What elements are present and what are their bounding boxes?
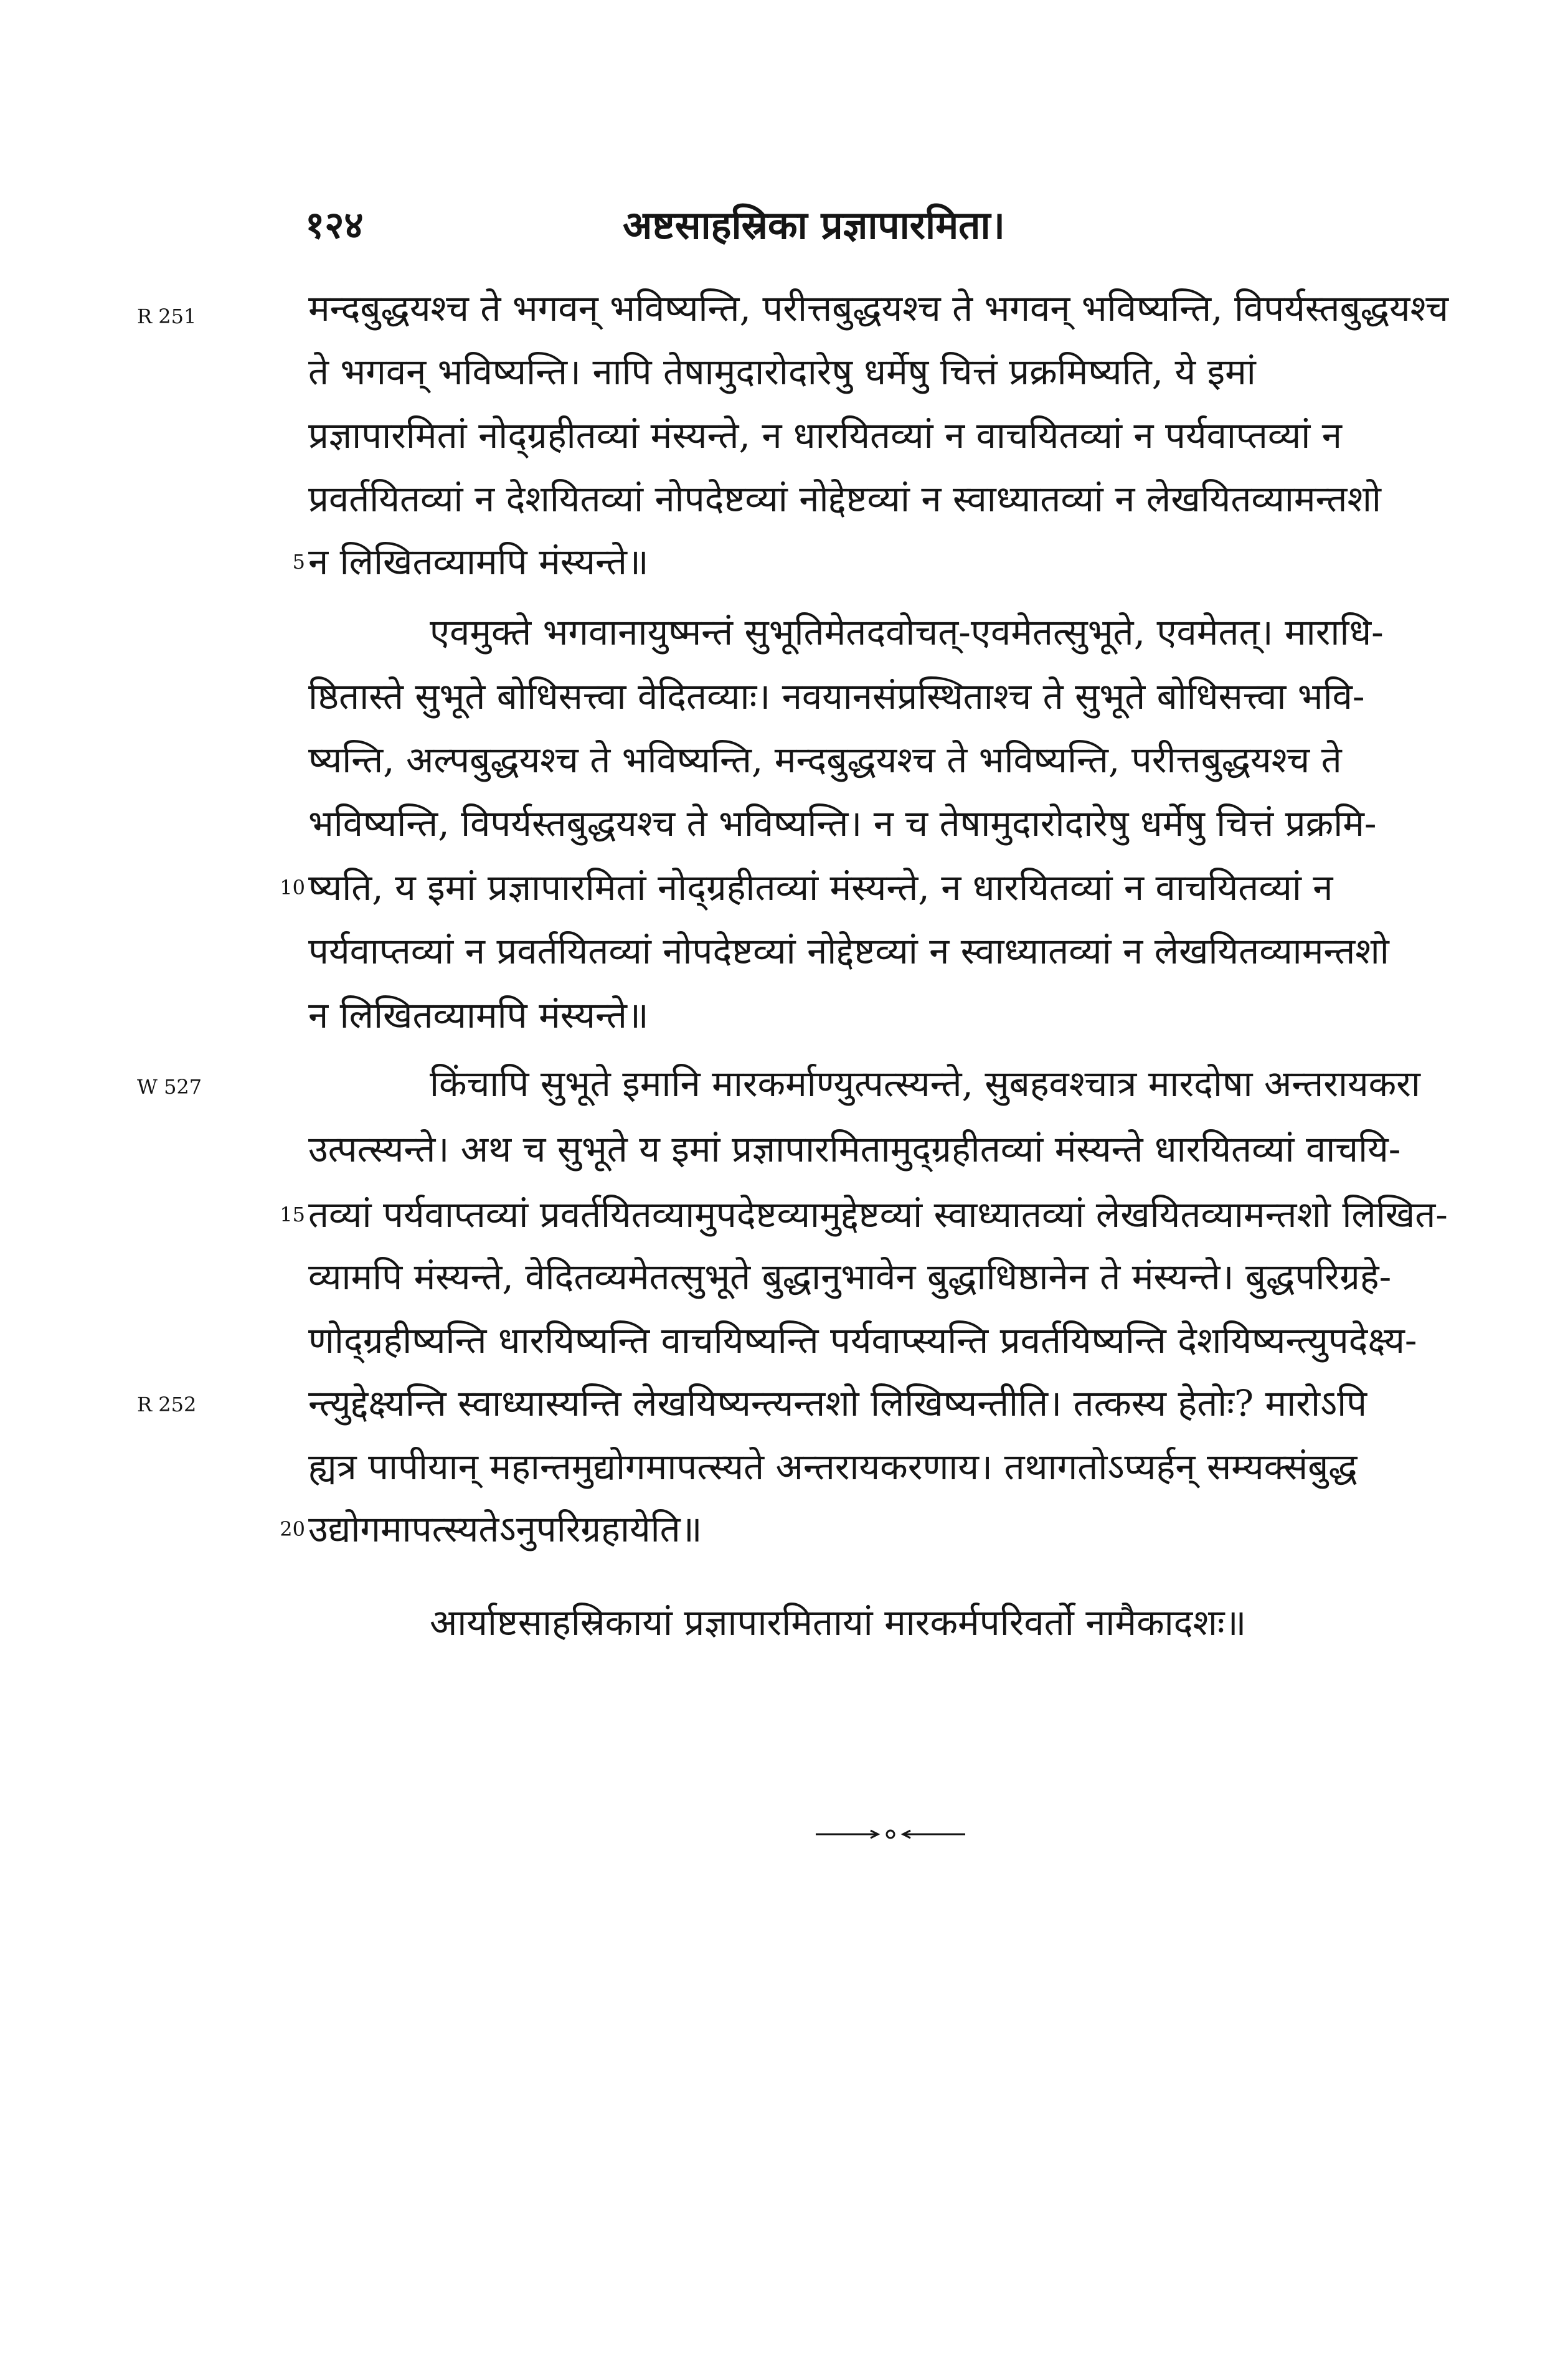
text-line: किंचापि सुभूते इमानि मारकर्माण्युत्पत्स्यन्ते, सुबहवश्चात्र मारदोषा अन्तरायकरा [430, 1063, 1420, 1105]
margin-reference: R 251 [137, 305, 197, 328]
text-line: न लिखितव्यामपि मंस्यन्ते॥ [308, 541, 649, 583]
text-line: प्रवर्तयितव्यां न देशयितव्यां नोपदेष्टव्यां नोद्देष्टव्यां न स्वाध्यातव्यां न लेखयितव्यामन्तशो [308, 478, 1381, 520]
text-line: उत्पत्स्यन्ते। अथ च सुभूते य इमां प्रज्ञापारमितामुद्ग्रहीतव्यां मंस्यन्ते धारयितव्यां वाचयि- [308, 1128, 1401, 1170]
text-line: ष्यन्ति, अल्पबुद्धयश्च ते भविष्यन्ति, मन्दबुद्धयश्च ते भविष्यन्ति, परीत्तबुद्धयश्च ते [308, 739, 1342, 781]
text-line: एवमुक्ते भगवानायुष्मन्तं सुभूतिमेतदवोचत्-एवमेतत्सुभूते, एवमेतत्। माराधि- [430, 611, 1384, 653]
text-line: प्रज्ञापारमितां नोद्ग्रहीतव्यां मंस्यन्ते, न धारयितव्यां न वाचयितव्यां न पर्यवाप्तव्यां न [308, 414, 1342, 457]
text-line: मन्दबुद्धयश्च ते भगवन् भविष्यन्ति, परीत्तबुद्धयश्च ते भगवन् भविष्यन्ति, विपर्यस्तबुद्धयश्च [308, 287, 1449, 329]
running-title: अष्टसाहस्रिका प्रज्ञापारमिता। [623, 202, 1006, 248]
margin-reference: R 252 [137, 1393, 197, 1416]
end-ornament [816, 1828, 965, 1840]
text-line: तव्यां पर्यवाप्तव्यां प्रवर्तयितव्यामुपदेष्टव्यामुद्देष्टव्यां स्वाध्यातव्यां लेखयितव्यामन्तशो लिखित- [308, 1193, 1448, 1236]
text-line: उद्योगमापत्स्यतेऽनुपरिग्रहायेति॥ [308, 1508, 702, 1550]
line-number: 20 [280, 1517, 305, 1541]
page-header [0, 198, 1568, 248]
page-number: १२४ [305, 204, 364, 247]
text-line: पर्यवाप्तव्यां न प्रवर्तयितव्यां नोपदेष्टव्यां नोद्देष्टव्यां न स्वाध्यातव्यां न लेखयितव्यामन्तशो [308, 930, 1389, 972]
text-line: न्त्युद्देक्ष्यन्ति स्वाध्यास्यन्ति लेखयिष्यन्त्यन्तशो लिखिष्यन्तीति। तत्कस्य हेतोः? मारोऽपि [308, 1382, 1367, 1424]
chapter-colophon: आर्याष्टसाहस्रिकायां प्रज्ञापारमितायां मारकर्मपरिवर्तो नामैकादशः॥ [430, 1601, 1247, 1644]
margin-reference: W 527 [137, 1075, 202, 1099]
text-line: न लिखितव्यामपि मंस्यन्ते॥ [308, 994, 649, 1036]
text-line: णोद्ग्रहीष्यन्ति धारयिष्यन्ति वाचयिष्यन्ति पर्यवाप्स्यन्ति प्रवर्तयिष्यन्ति देशयिष्यन्त्युपदेक्ष्य- [308, 1319, 1417, 1362]
text-line: भविष्यन्ति, विपर्यस्तबुद्धयश्च ते भविष्यन्ति। न च तेषामुदारोदारेषु धर्मेषु चित्तं प्रक्रमि- [308, 802, 1377, 845]
text-line: ष्ठितास्ते सुभूते बोधिसत्त्वा वेदितव्याः। नवयानसंप्रस्थिताश्च ते सुभूते बोधिसत्त्वा भवि- [308, 675, 1365, 718]
line-number: 5 [292, 550, 305, 574]
line-number: 10 [280, 876, 305, 899]
text-line: ते भगवन् भविष्यन्ति। नापि तेषामुदारोदारेषु धर्मेषु चित्तं प्रक्रमिष्यति, ये इमां [308, 351, 1256, 393]
text-line: ष्यति, य इमां प्रज्ञापारमितां नोद्ग्रहीतव्यां मंस्यन्ते, न धारयितव्यां न वाचयितव्यां न [308, 866, 1333, 909]
line-number: 15 [280, 1203, 305, 1226]
text-line: ह्यत्र पापीयान् महान्तमुद्योगमापत्स्यते अन्तरायकरणाय। तथागतोऽप्यर्हन् सम्यक्संबुद्ध [308, 1446, 1358, 1488]
text-line: व्यामपि मंस्यन्ते, वेदितव्यमेतत्सुभूते बुद्धानुभावेन बुद्धाधिष्ठानेन ते मंस्यन्ते। बुद्धपरिग्रहे- [308, 1256, 1392, 1298]
